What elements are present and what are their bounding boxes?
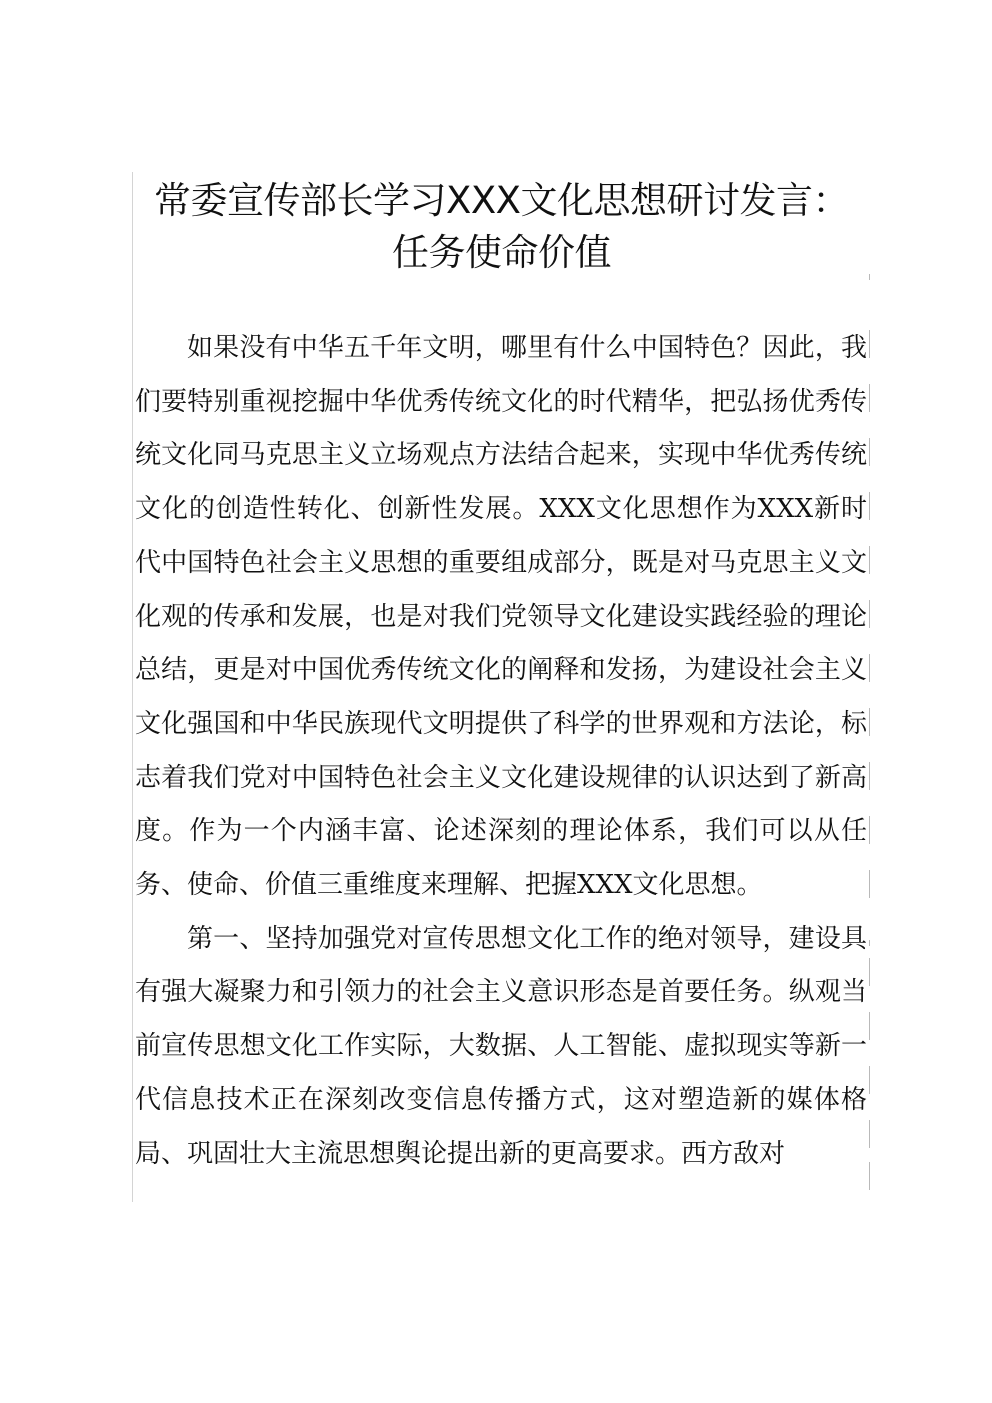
right-margin-mark — [869, 870, 870, 898]
right-margin-mark — [869, 708, 870, 736]
right-margin-mark — [869, 330, 870, 358]
right-margin-mark — [869, 816, 870, 844]
left-margin-rule — [132, 172, 133, 1202]
right-margin-mark — [869, 438, 870, 466]
right-margin-mark — [869, 384, 870, 412]
right-margin-mark — [869, 546, 870, 574]
document-title — [134, 175, 869, 279]
right-margin-mark — [869, 654, 870, 682]
right-margin-mark — [869, 762, 870, 790]
right-margin-mark — [869, 274, 870, 280]
right-margin-mark — [869, 600, 870, 628]
right-margin-mark — [869, 1162, 870, 1190]
right-margin-mark — [869, 1066, 870, 1094]
title-line-1: 常委宣传部长学习XXX文化思想研讨发言： — [153, 179, 850, 222]
paragraph-1: 如果没有中华五千年文明，哪里有什么中国特色？因此，我们要特别重视挖掘中华优秀传统文化的时代精华，把弘扬优秀传统文化同马克思主义立场观点方法结合起来，实现中华优秀传统文化的创造性转化、创新性发展。XXX文化思想作为XXX新时代中国特色社会主义思想的重要组成部分，既是对马克思主义文化观的传承和发展，也是对我们党领导文化建设实践经验的理论总结，更是对中国优秀传统文化的阐释和发扬，为建设社会主义文化强国和中华民族现代文明提供了科学的世界观和方法论，标志着我们党对中国特色社会主义文化建设规律的认识达到了新高度。作为一个内涵丰富、论述深刻的理论体系，我们可以从任务、使命、价值三重维度来理解、把握XXX文化思想。 — [135, 333, 867, 901]
right-margin-mark — [869, 940, 870, 946]
paragraph-2: 第一、坚持加强党对宣传思想文化工作的绝对领导，建设具有强大凝聚力和引领力的社会主义意识形态是首要任务。纵观当前宣传思想文化工作实际，大数据、人工智能、虚拟现实等新一代信息技术正在深刻改变信息传播方式，这对塑造新的媒体格局、巩固壮大主流思想舆论提出新的更高要求。西方敌对 — [135, 923, 867, 1169]
document-body — [135, 322, 867, 1181]
right-margin-mark — [869, 492, 870, 520]
title-line-2: 任务使命价值 — [392, 231, 611, 274]
right-margin-mark — [869, 1120, 870, 1148]
right-margin-mark — [869, 958, 870, 986]
right-margin-mark — [869, 1012, 870, 1040]
